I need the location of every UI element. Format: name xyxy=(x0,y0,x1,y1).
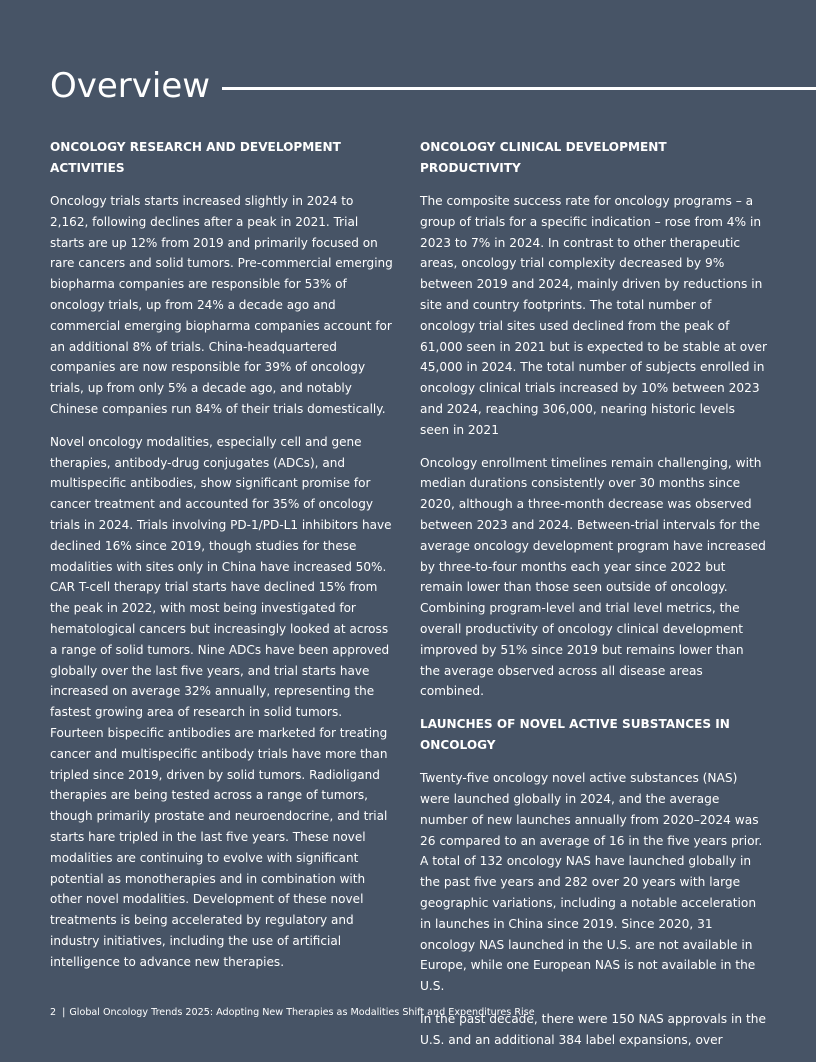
left-column xyxy=(50,137,395,984)
page-number: 2 xyxy=(50,1007,57,1018)
paragraph-novel-modalities: Novel oncology modalities, especially cell and gene therapies, antibody-drug conjugates (ADCs), and multispecific antibodies, show significant promise for cancer treatment and accounted for 35% of oncology trials in 2024. Trials involving PD-1/PD-L1 inhibitors have declined 16% since 2019, though studies for these modalities with sites only in China have increased 50%. CAR T-cell therapy trial starts have declined 15% from the peak in 2022, with most being investigated for hematological cancers but increasingly looked at across a range of solid tumors. Nine ADCs have been approved globally over the last five years, and trial starts have increased on average 32% annually, representing the fastest growing area of research in solid tumors. Fourteen bispecific antibodies are marketed for treating cancer and multispecific antibody trials have more than tripled since 2019, driven by solid tumors. Radioligand therapies are being tested across a range of tumors, though primarily prostate and neuroendocrine, and trial starts hare tripled in the last five years. These novel modalities are continuing to evolve with significant potential as monotherapies and in combination with other novel modalities. Development of these novel treatments is being accelerated by regulatory and industry initiatives, including the use of artificial intelligence to advance new therapies. xyxy=(50,434,392,969)
footer-separator: | xyxy=(62,1007,66,1018)
report-title: Global Oncology Trends 2025: Adopting New Therapies as Modalities Shift and Expenditures Rise xyxy=(69,1007,535,1018)
page-footer xyxy=(50,1006,535,1020)
paragraph-enrollment-timelines: Oncology enrollment timelines remain challenging, with median durations consistently over 30 months since 2020, although a three-month decrease was observed between 2023 and 2024. Between-trial intervals for the average oncology development program have increased by three-to-four months each year since 2022 but remain lower than those seen outside of oncology. Combining program-level and trial level metrics, the overall productivity of oncology clinical development improved by 51% since 2019 but remains lower than the average observed across all disease areas combined. xyxy=(420,455,766,699)
section-heading-productivity: ONCOLOGY CLINICAL DEVELOPMENT PRODUCTIVITY xyxy=(420,140,667,175)
section-heading-nas-launches: LAUNCHES OF NOVEL ACTIVE SUBSTANCES IN ONCOLOGY xyxy=(420,717,730,753)
paragraph-success-rate: The composite success rate for oncology programs – a group of trials for a specific indication – rose from 4% in 2023 to 7% in 2024. In contrast to other therapeutic areas, oncology trial complexity decreased by 9% between 2019 and 2024, mainly driven by reductions in site and country footprints. The total number of oncology trial sites used declined from the peak of 61,000 seen in 2021 but is expected to be stable at over 45,000 in 2024. The total number of subjects enrolled in oncology clinical trials increased by 10% between 2023 and 2024, reaching 306,000, nearing historic levels seen in 2021 xyxy=(420,194,767,437)
right-column xyxy=(420,137,767,1062)
paragraph-nas-launches: Twenty-five oncology novel active substances (NAS) were launched globally in 2024, and the average number of new launches annually from 2020–2024 was 26 compared to an average of 16 in the five years prior. A total of 132 oncology NAS have launched globally in the past five years and 282 over 20 years with large geographic variations, including a notable acceleration in launches in China since 2019. Since 2020, 31 oncology NAS launched in the U.S. are not available in Europe, while one European NAS is not available in the U.S. xyxy=(420,771,763,994)
page-title: Overview xyxy=(50,66,211,106)
title-divider xyxy=(222,87,816,90)
paragraph-nas-approvals: In the past decade, there were 150 NAS approvals in the U.S. and an additional 384 label expansions, over xyxy=(420,1011,766,1047)
paragraph-trial-starts: Oncology trials starts increased slightly in 2024 to 2,162, following declines after a peak in 2021. Trial starts are up 12% from 2019 and primarily focused on rare cancers and solid tumors. Pre-commercial emerging biopharma companies are responsible for 53% of oncology trials, up from 24% a decade ago and commercial emerging biopharma companies account for an additional 8% of trials. China-headquartered companies are now responsible for 39% of oncology trials, up from only 5% a decade ago, and notably Chinese companies run 84% of their trials domestically. xyxy=(50,194,393,416)
section-heading-rd-activities: ONCOLOGY RESEARCH AND DEVELOPMENT ACTIVITIES xyxy=(50,140,341,175)
